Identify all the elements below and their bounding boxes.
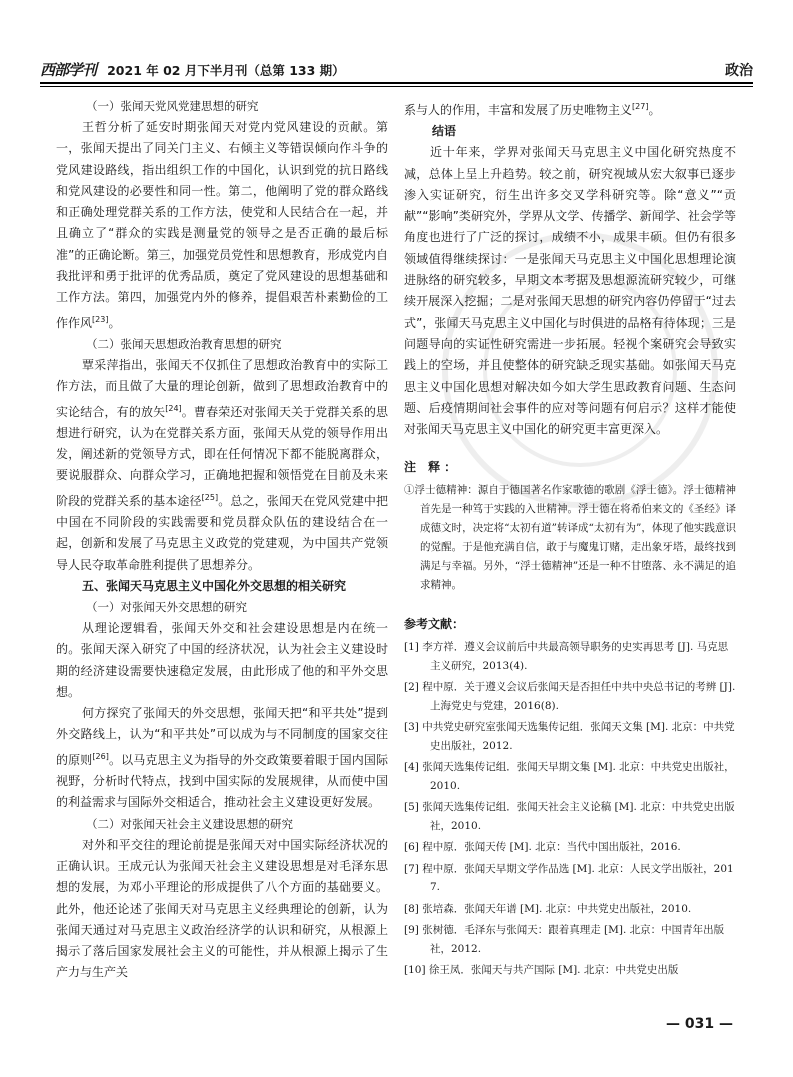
note-item: ①浮士德精神：源自于德国著名作家歌德的歌剧《浮士德》。浮士德精神首先是一种笃于实践的入世精神。浮士德在将希伯来文的《圣经》译成德文时，决定将“太初有道”转译成“太初有为”，体现了他实践意识的觉醒。于是他充满自信，敢于与魔鬼订赌，走出象牙塔，最终找到满足与幸福。另外，“浮士德精神”还是一种不甘堕落、永不满足的追求精神。 [404, 484, 736, 592]
paragraph: 对外和平交往的理论前提是张闻天对中国实际经济状况的正确认识。王成元认为张闻天社会主义建设思想是对毛泽东思想的发展，为邓小平理论的形成提供了八个方面的基础要义。此外，他还论述了张闻天对马克思主义经典理论的创新，认为张闻天通过对马克思主义政治经济学的认识和研究，从根源上揭示了落后国家发展社会主义的可能性，并从根源上揭示了生产力与生产关 [56, 837, 388, 980]
citation: [25] [201, 492, 219, 502]
page-number: — 031 — [666, 1016, 733, 1032]
reference-item: [5] 张闻天选集传记组．张闻天社会主义论稿 [M]. 北京：中共党史出版社，2010. [404, 801, 735, 832]
reference-item: [7] 程中原．张闻天早期文学作品选 [M]. 北京：人民文学出版社，2017. [404, 862, 734, 894]
subsection-heading: （二）对张闻天社会主义建设思想的研究 [86, 816, 293, 831]
paragraph: 近十年来，学界对张闻天马克思主义中国化研究热度不减，总体上呈上升趋势。较之前，研究视域从宏大叙事已逐步渗入实证研究，衍生出许多交叉学科研究等。除“意义”“贡献”“影响”类研究外，学界从文学、传播学、新闻学、社会学等角度也进行了广泛的探讨，成绩不小，成果丰硕。但仍有很多领域值得继续探讨：一是张闻天马克思主义中国化思想理论演进脉络的研究较多，早期文本考据及思想源流研究较少，可继续开展深入挖掘；二是对张闻天思想的研究内容仍停留于“过去式”，张闻天马克思主义中国化与时俱进的品格有待体现；三是问题导向的实证性研究需进一步拓展。轻视个案研究会导致实践上的空场，并且使整体的研究缺乏现实基础。如张闻天马克思主义中国化思想对解决如今如大学生思政教育问题、生态问题、后疫情期间社会事件的应对等问题有何启示？这样才能使对张闻天马克思主义中国化的研究更丰富更深入。 [404, 145, 736, 437]
reference-item: [6] 程中原．张闻天传 [M]. 北京：当代中国出版社，2016. [404, 841, 681, 854]
section-heading: 五、张闻天马克思主义中国化外交思想的相关研究 [82, 578, 347, 593]
reference-item: [8] 张培森．张闻天年谱 [M]. 北京：中共党史出版社，2010. [404, 902, 692, 915]
left-column [56, 96, 388, 984]
citation: [23] [92, 314, 109, 324]
subsection-heading: （一）张闻天党风党建思想的研究 [86, 99, 259, 113]
reference-item: [4] 张闻天选集传记组．张闻天早期文集 [M]. 北京：中共党史出版社，2010. [404, 761, 735, 792]
subsection-heading: （一）对张闻天外交思想的研究 [86, 599, 247, 614]
references-list [404, 638, 736, 980]
paragraph: 王哲分析了延安时期张闻天对党内党风建设的贡献。第一，张闻天提出了同关门主义、右倾主义等错误倾向作斗争的党风建设路线，指出组织工作的中国化，认识到党的抗日路线和党风建设的必要性和同一性。第二，他阐明了党的群众路线和正确处理党群关系的工作方法，使党和人民结合在一起，并且确立了“群众的实践是测量党的领导之是否正确的最后标准”的正确论断。第三，加强党员党性和思想教育，形成党内自我批评和勇于批评的优秀品质，奠定了党风建设的思想基础和工作方法。第四，加强党内外的修养，提倡艰苦朴素勤俭的工作作风[23]。 [56, 120, 388, 330]
journal-masthead [40, 59, 345, 80]
right-column [404, 96, 736, 983]
reference-item: [3] 中共党史研究室张闻天选集传记组．张闻天文集 [M]. 北京：中共党史出版社，2012. [404, 721, 735, 752]
subsection-heading: （二）张闻天思想政治教育思想的研究 [86, 336, 282, 351]
citation: [27] [632, 102, 649, 111]
header-rule-thick [40, 82, 753, 84]
section-label: 政治 [725, 63, 753, 79]
issue-info: 2021 年 02 月下半月刊（总第 133 期） [107, 63, 345, 78]
reference-item: [1] 李方祥．遵义会议前后中共最高领导职务的史实再思考 [J]. 马克思主义研究，2013(4). [404, 641, 729, 672]
reference-item: [10] 徐王凤．张闻天与共产国际 [M]. 北京：中共党史出版 [404, 964, 679, 977]
citation: [26] [92, 751, 109, 761]
references-heading: 参考文献： [404, 617, 465, 632]
reference-item: [9] 张树德．毛泽东与张闻天：跟着真理走 [M]. 北京：中国青年出版社，2012. [404, 924, 725, 955]
citation: [24] [165, 403, 182, 413]
page-header [40, 56, 753, 80]
conclusion-heading: 结语 [432, 124, 457, 139]
notes-heading: 注 释： [404, 460, 461, 475]
header-rule-thin [40, 86, 753, 87]
paragraph: 从理论逻辑看，张闻天外交和社会建设思想是内在统一的。张闻天深入研究了中国的经济状况，认为社会主义建设时期的经济建设需要快速稳定发展，由此形成了他的和平外交思想。 [56, 620, 388, 699]
paragraph: 何方探究了张闻天的外交思想，张闻天把“和平共处”提到外交路线上，认为“和平共处”可以成为与不同制度的国家交往的原则[26]。以马克思主义为指导的外交政策要着眼于国内国际视野，分析时代特点，找到中国实际的发展规律，从而使中国的利益需求与国际外交相适合，推动社会主义建设更好发展。 [56, 706, 388, 810]
paragraph: 覃采萍指出，张闻天不仅抓住了思想政治教育中的实际工作方法，而且做了大量的理论创新，做到了思想政治教育中的实论结合，有的放矢[24]。曹春荣还对张闻天关于党群关系的思想进行研究，认为在党群关系方面，张闻天从党的领导作用出发，阐述新的党领导方式，即在任何情况下都不能脱离群众，要说服群众、向群众学习，正确地把握和领悟党在目前及未来阶段的党群关系的基本途径[25]。总之，张闻天在党风党建中把中国在不同阶段的实践需要和党员群众队伍的建设结合在一起，创新和发展了马克思主义政党的党建观，为中国共产党领导人民夺取革命胜利提供了思想养分。 [56, 357, 388, 572]
paragraph-continued: 系与人的作用，丰富和发展了历史唯物主义[27]。 [404, 102, 661, 117]
reference-item: [2] 程中原．关于遵义会议后张闻天是否担任中共中央总书记的考辨 [J]. 上海党史与党建，2016(8). [404, 681, 736, 712]
journal-logo: 西部学刊 [40, 61, 97, 79]
